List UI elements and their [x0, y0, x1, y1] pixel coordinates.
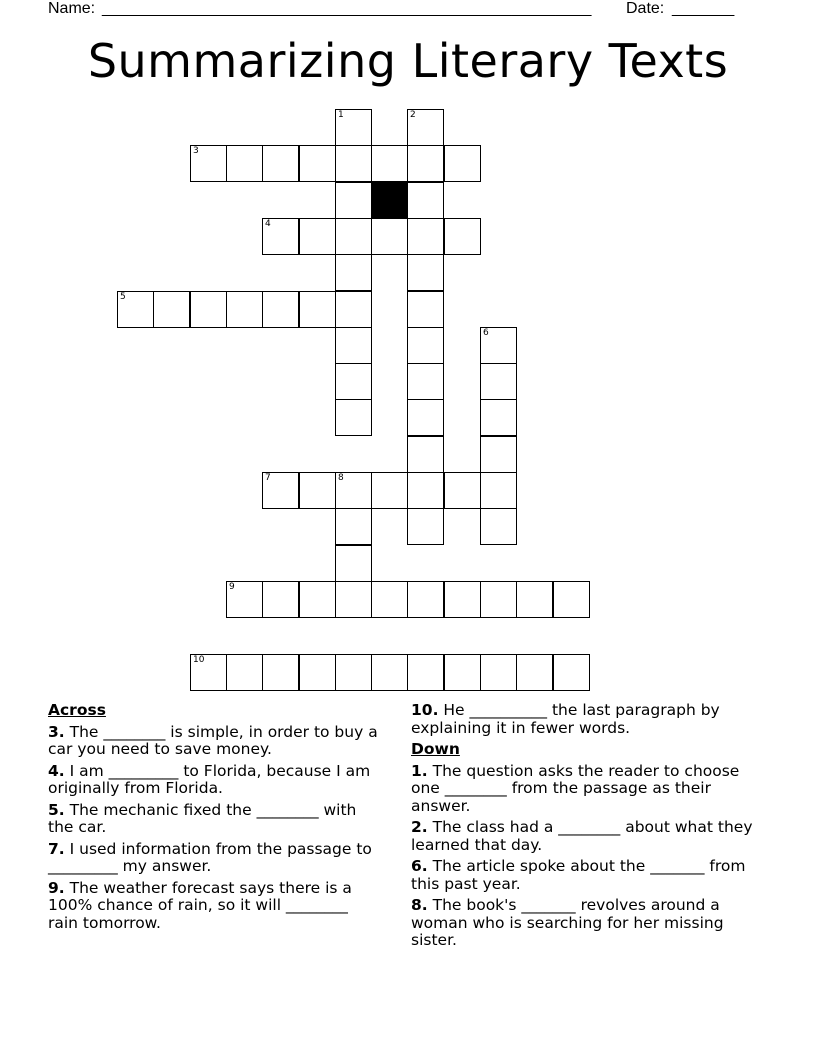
crossword-cell[interactable] [480, 581, 517, 618]
clue-down-2 [411, 819, 761, 854]
clue-number: 3. [48, 722, 65, 741]
crossword-cell[interactable] [335, 472, 372, 509]
crossword-cell[interactable] [553, 654, 590, 691]
clue-number: 1. [411, 761, 428, 780]
clue-number-label: 3 [193, 146, 199, 156]
date-field[interactable]: _______ [672, 0, 735, 17]
crossword-cell[interactable] [262, 291, 299, 328]
crossword-cell[interactable] [299, 472, 336, 509]
clue-down-6 [411, 858, 761, 893]
clue-text: The mechanic fixed the ________ with the car. [48, 800, 357, 836]
clue-across-4 [48, 763, 378, 798]
crossword-cell[interactable] [444, 218, 481, 255]
clue-text: I am _________ to Florida, because I am originally from Florida. [48, 761, 371, 797]
crossword-cell[interactable] [480, 508, 517, 545]
clue-across-9 [48, 880, 378, 933]
crossword-cell[interactable] [407, 327, 444, 364]
crossword-cell[interactable] [553, 581, 590, 618]
clue-number: 2. [411, 818, 428, 836]
clue-number: 9. [48, 878, 65, 897]
clue-number-label: 7 [265, 473, 271, 483]
crossword-cell[interactable] [480, 399, 517, 436]
crossword-cell[interactable] [407, 399, 444, 436]
name-field[interactable]: _______________________________________________________ [102, 0, 592, 17]
crossword-cell[interactable] [371, 654, 408, 691]
crossword-cell[interactable] [407, 145, 444, 182]
clue-number: 4. [48, 761, 65, 780]
crossword-cell[interactable] [371, 145, 408, 182]
crossword-cell[interactable] [335, 291, 372, 328]
crossword-cell[interactable] [335, 145, 372, 182]
crossword-cell[interactable] [262, 581, 299, 618]
name-label: Name: [48, 0, 96, 17]
clue-across-5 [48, 802, 378, 837]
across-clues-column [48, 702, 378, 936]
clue-text: The article spoke about the _______ from this past year. [411, 857, 746, 893]
crossword-cell[interactable] [335, 182, 372, 219]
crossword-cell[interactable] [371, 218, 408, 255]
crossword-cell[interactable] [407, 182, 444, 219]
crossword-cell[interactable] [371, 581, 408, 618]
crossword-cell[interactable] [407, 254, 444, 291]
crossword-cell[interactable] [407, 581, 444, 618]
crossword-cell[interactable] [407, 436, 444, 473]
crossword-cell[interactable] [335, 363, 372, 400]
crossword-cell[interactable] [371, 472, 408, 509]
crossword-cell[interactable] [226, 291, 263, 328]
clue-number-label: 4 [265, 219, 271, 229]
clue-number: 6. [411, 857, 428, 875]
crossword-cell[interactable] [407, 508, 444, 545]
crossword-cell[interactable] [262, 218, 299, 255]
clue-text: The weather forecast says there is a 100% chance of rain, so it will ________ rain tomorrow. [48, 878, 352, 932]
crossword-cell[interactable] [444, 145, 481, 182]
crossword-cell[interactable] [299, 218, 336, 255]
crossword-cell[interactable] [117, 291, 154, 328]
crossword-cell[interactable] [407, 472, 444, 509]
crossword-cell[interactable] [262, 472, 299, 509]
right-clues-column [411, 702, 761, 954]
date-label: Date: [626, 0, 665, 17]
crossword-cell[interactable] [335, 254, 372, 291]
crossword-cell[interactable] [335, 654, 372, 691]
clue-down-1 [411, 763, 761, 816]
clue-down-8 [411, 897, 761, 950]
clue-number-label: 2 [410, 110, 416, 120]
crossword-cell[interactable] [299, 145, 336, 182]
across-heading: Across [48, 701, 106, 719]
crossword-cell[interactable] [480, 436, 517, 473]
clue-text: The ________ is simple, in order to buy a car you need to save money. [48, 722, 378, 758]
clue-number-label: 1 [338, 110, 344, 120]
crossword-cell[interactable] [407, 363, 444, 400]
crossword-cell[interactable] [516, 654, 553, 691]
crossword-cell[interactable] [262, 145, 299, 182]
clue-number-label: 8 [338, 473, 344, 483]
crossword-cell[interactable] [335, 109, 372, 146]
clue-number: 7. [48, 839, 65, 858]
crossword-cell[interactable] [262, 654, 299, 691]
crossword-cell[interactable] [226, 145, 263, 182]
crossword-cell[interactable] [480, 472, 517, 509]
clue-text: The question asks the reader to choose one ________ from the passage as their answer. [411, 761, 740, 815]
black-square [371, 182, 408, 219]
crossword-cell[interactable] [190, 291, 227, 328]
clue-across-3 [48, 724, 378, 759]
crossword-cell[interactable] [516, 581, 553, 618]
crossword-cell[interactable] [444, 581, 481, 618]
crossword-cell[interactable] [153, 291, 190, 328]
clue-number-label: 10 [193, 655, 205, 665]
crossword-cell[interactable] [190, 145, 227, 182]
crossword-cell[interactable] [407, 109, 444, 146]
crossword-cell[interactable] [190, 654, 227, 691]
crossword-cell[interactable] [480, 654, 517, 691]
clue-across-7 [48, 841, 378, 876]
clue-number: 10. [411, 701, 439, 719]
crossword-cell[interactable] [299, 654, 336, 691]
crossword-cell[interactable] [335, 508, 372, 545]
crossword-cell[interactable] [480, 363, 517, 400]
crossword-cell[interactable] [407, 291, 444, 328]
clue-across-10 [411, 702, 761, 737]
clue-number: 8. [411, 896, 428, 914]
clue-text: He __________ the last paragraph by explaining it in fewer words. [411, 701, 720, 737]
crossword-cell[interactable] [480, 327, 517, 364]
crossword-cell[interactable] [299, 581, 336, 618]
crossword-cell[interactable] [335, 545, 372, 582]
crossword-cell[interactable] [299, 291, 336, 328]
crossword-cell[interactable] [335, 399, 372, 436]
clue-text: I used information from the passage to _________ my answer. [48, 839, 372, 875]
crossword-cell[interactable] [335, 218, 372, 255]
crossword-cell[interactable] [407, 218, 444, 255]
page-title: Summarizing Literary Texts [87, 34, 729, 88]
clue-text: The class had a ________ about what they learned that day. [411, 818, 753, 854]
crossword-cell[interactable] [444, 654, 481, 691]
clue-number-label: 6 [483, 328, 489, 338]
clue-text: The book's _______ revolves around a woman who is searching for her missing sister. [411, 896, 724, 949]
down-heading: Down [411, 740, 460, 758]
clue-number: 5. [48, 800, 65, 819]
crossword-cell[interactable] [335, 581, 372, 618]
clue-number-label: 5 [120, 292, 126, 302]
crossword-cell[interactable] [226, 654, 263, 691]
crossword-cell[interactable] [444, 472, 481, 509]
crossword-cell[interactable] [407, 654, 444, 691]
crossword-cell[interactable] [335, 327, 372, 364]
clue-number-label: 9 [229, 582, 235, 592]
crossword-cell[interactable] [226, 581, 263, 618]
